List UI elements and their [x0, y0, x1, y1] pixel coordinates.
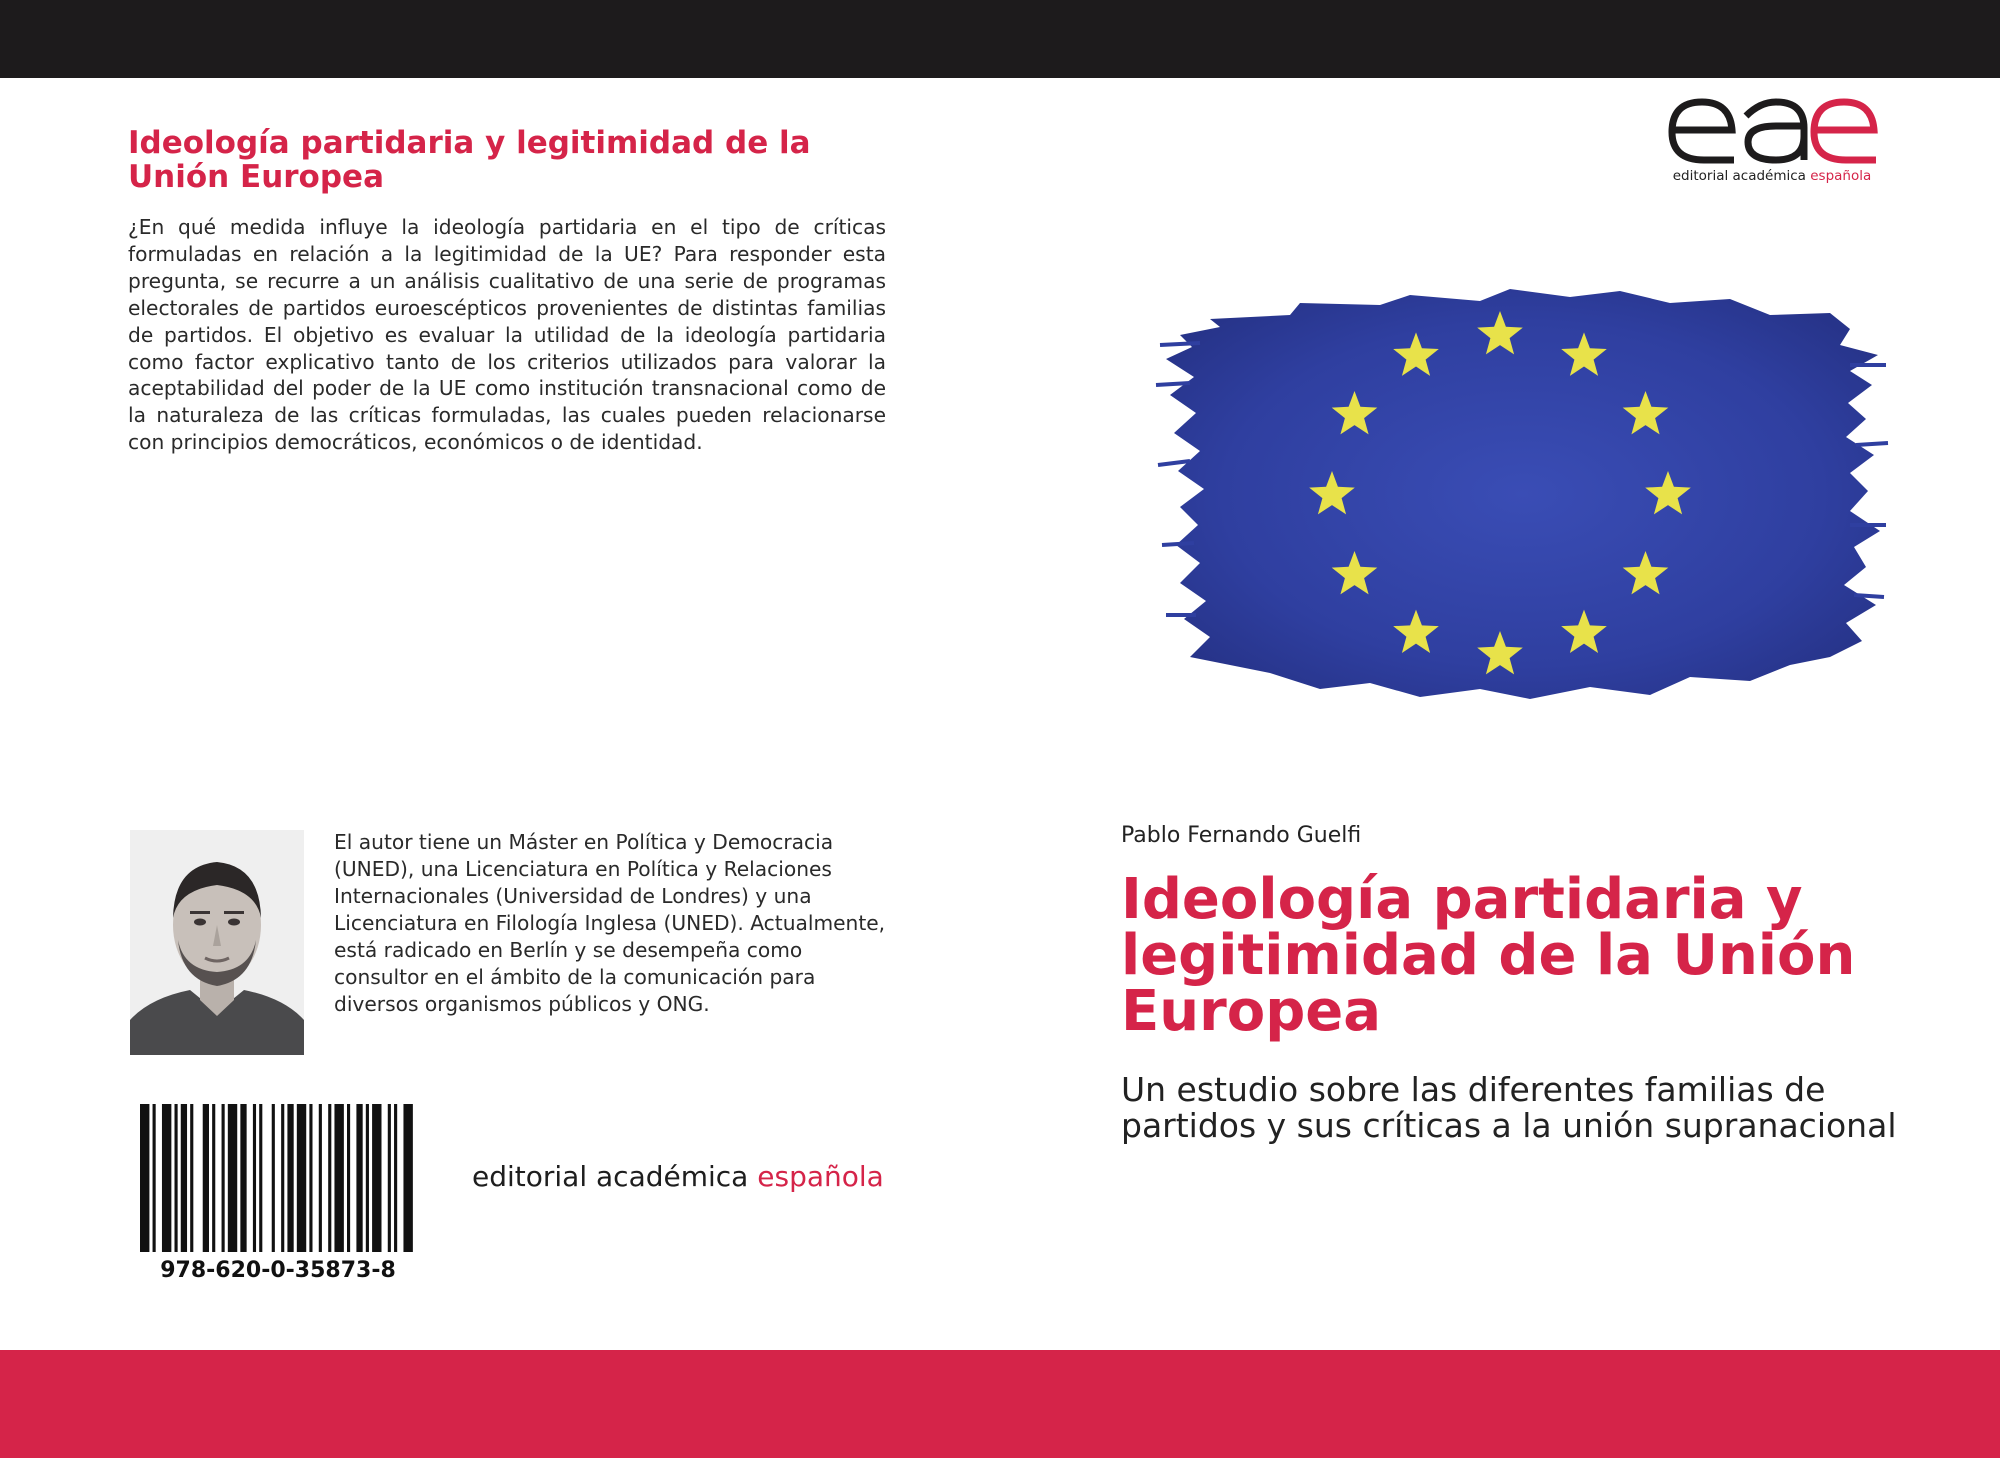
barcode-bar	[281, 1104, 284, 1252]
barcode-bar	[366, 1104, 369, 1252]
barcode-bar	[259, 1104, 262, 1252]
isbn-number: 978-620-0-35873-8	[160, 1258, 396, 1283]
barcode-bar	[140, 1104, 149, 1252]
front-cover-subtitle: Un estudio sobre las diferentes familias de partidos y sus críticas a la unión supranacional	[1121, 1070, 1897, 1145]
author-photo	[130, 830, 304, 1055]
logo-text-accent: española	[1810, 168, 1872, 184]
front-cover-title: Ideología partidaria y legitimidad de la Unión Europea	[1121, 867, 1856, 1044]
barcode-bar	[240, 1104, 246, 1252]
bottom-band	[0, 1350, 2000, 1458]
barcode-bar	[203, 1104, 209, 1252]
eu-flag-image	[1150, 285, 1890, 705]
barcode-bar	[253, 1104, 256, 1252]
barcode-bar	[319, 1104, 322, 1252]
barcode	[140, 1104, 416, 1252]
logo-text-main: editorial académica	[1672, 168, 1811, 184]
eae-logo-mark	[1664, 96, 1880, 166]
back-publisher-main: editorial académica	[472, 1160, 758, 1193]
barcode-bar	[403, 1104, 412, 1252]
author-name: Pablo Fernando Guelfi	[1121, 823, 1362, 848]
barcode-bar	[356, 1104, 362, 1252]
logo-text	[1660, 168, 1884, 184]
barcode-bar	[372, 1104, 381, 1252]
barcode-bar	[297, 1104, 306, 1252]
back-publisher-accent: española	[757, 1160, 884, 1193]
back-cover-blurb: ¿En qué medida influye la ideología partidaria en el tipo de críticas formuladas en relación a la legitimidad de la UE? Para responder esta pregunta, se recurre a un análisis cualitativo de una serie de programas electorales de partidos euroescépticos provenientes de distintas familias de partidos. El objetivo es evaluar la utilidad de la ideología partidaria como factor explicativo tanto de los criterios utilizados para valorar la aceptabilidad del poder de la UE como institución transnacional como de la naturaleza de las críticas formuladas, las cuales pueden relacionarse con principios democráticos, económicos o de identidad.	[128, 215, 886, 455]
barcode-bar	[328, 1104, 331, 1252]
barcode-bar	[212, 1104, 215, 1252]
barcode-bar	[287, 1104, 293, 1252]
barcode-bar	[394, 1104, 397, 1252]
barcode-bar	[388, 1104, 391, 1252]
barcode-bar	[272, 1104, 275, 1252]
barcode-bar	[334, 1104, 343, 1252]
barcode-bar	[190, 1104, 193, 1252]
barcode-bar	[175, 1104, 178, 1252]
barcode-bar	[222, 1104, 225, 1252]
barcode-bar	[181, 1104, 187, 1252]
barcode-bar	[228, 1104, 237, 1252]
back-publisher-name	[472, 1160, 884, 1193]
barcode-bar	[347, 1104, 350, 1252]
barcode-bar	[153, 1104, 156, 1252]
publisher-logo	[1660, 96, 1884, 188]
top-band	[0, 0, 2000, 78]
barcode-bar	[162, 1104, 171, 1252]
barcode-bar	[309, 1104, 312, 1252]
author-bio: El autor tiene un Máster en Política y Democracia (UNED), una Licenciatura en Política y Relaciones Internacionales (Universidad de Londres) y una Licenciatura en Filología Inglesa (UNED). Actualmente, está radicado en Berlín y se desempeña como consultor en el ámbito de la comunicación para diversos organismos públicos y ONG.	[334, 830, 886, 1016]
back-cover-title: Ideología partidaria y legitimidad de la Unión Europea	[128, 125, 811, 195]
